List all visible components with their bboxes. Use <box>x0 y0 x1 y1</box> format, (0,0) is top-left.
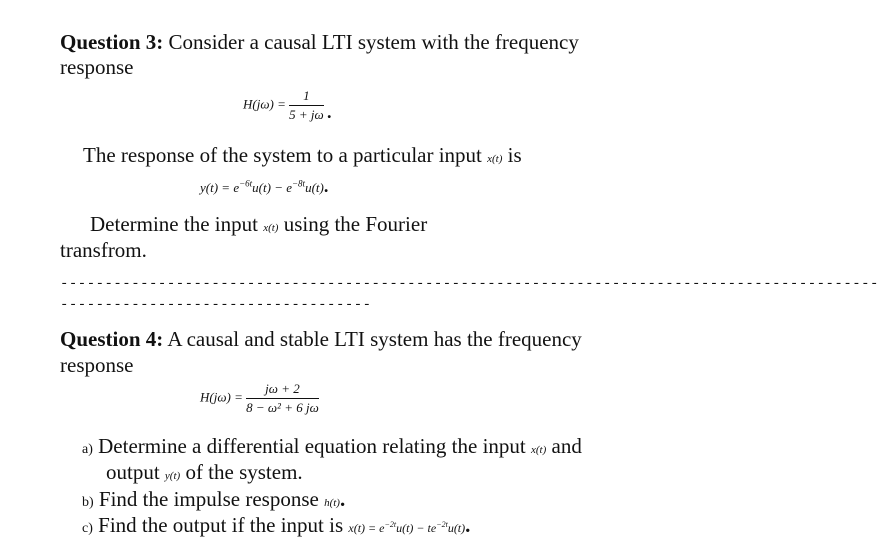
q3-h-lhs: H(jω) = <box>243 96 286 112</box>
q4-c-dot: . <box>465 513 471 537</box>
q4-a-system: of the system. <box>185 460 303 484</box>
q4-transfer-function <box>200 381 319 416</box>
q3-transfer-function <box>243 88 331 123</box>
q3-line2: response <box>60 55 134 79</box>
q3-y-dot: . <box>323 176 329 196</box>
q3-is: is <box>507 143 522 167</box>
q4-c-text: Find the output if the input is <box>98 513 344 537</box>
q3-response-line <box>83 143 522 171</box>
q4-a-y: y(t) <box>164 470 181 482</box>
q3-determine-text: Determine the input <box>90 212 258 236</box>
q4-h-numerator: jω + 2 <box>246 381 319 399</box>
q3-h-fraction <box>289 88 324 123</box>
q3-y-mid: u(t) − e <box>252 180 292 195</box>
q3-y-exp2: −8t <box>291 178 306 189</box>
q4-part-a <box>82 434 582 462</box>
q4-part-c <box>82 513 470 541</box>
q4-a-and: and <box>551 434 582 458</box>
separator-line1: -------------------------------------------------------------------------------------------- <box>60 276 879 292</box>
q4-h-lhs: H(jω) = <box>200 389 243 405</box>
q3-input-symbol: x(t) <box>487 153 503 165</box>
q4-h-denominator: 8 − ω² + 6 jω <box>246 400 319 415</box>
q4-c-exp2: −2t <box>436 520 448 529</box>
q3-y-end: u(t) <box>305 180 324 195</box>
q4-a-output: output <box>106 460 160 484</box>
q4-c-exp1: −2t <box>384 520 397 529</box>
q4-a-label: a) <box>82 442 93 457</box>
q4-c-label: c) <box>82 521 93 536</box>
q3-h-numerator: 1 <box>289 88 324 106</box>
q3-heading: Question 3: <box>60 30 164 54</box>
q3-y-exp1: −6t <box>239 178 253 189</box>
q3-response-text: The response of the system to a particular input <box>83 143 482 167</box>
q4-c-equation <box>348 521 465 535</box>
q3-determine-x: x(t) <box>263 222 279 234</box>
q3-line1 <box>60 30 579 54</box>
q3-h-period: . <box>326 102 332 123</box>
q4-c-eq3: u(t) <box>447 521 466 535</box>
q4-line1-text: A causal and stable LTI system has the frequency <box>167 327 582 351</box>
q4-b-dot: . <box>339 487 346 511</box>
q4-a-text: Determine a differential equation relating the input <box>98 434 526 458</box>
q3-y-eq: y(t) = e <box>200 180 240 195</box>
separator-line2: ----------------------------------- <box>60 297 372 313</box>
q4-line1 <box>60 327 582 351</box>
q4-b-h: h(t) <box>324 497 340 509</box>
q3-output-equation <box>200 176 328 197</box>
q4-c-eq2: u(t) − te <box>396 521 437 535</box>
q4-a-x: x(t) <box>531 444 547 456</box>
q3-determine-line2: transfrom. <box>60 238 147 262</box>
q4-h-fraction <box>246 381 319 416</box>
q3-h-denominator: 5 + jω <box>289 107 324 122</box>
q4-part-a-line2 <box>106 460 303 488</box>
q4-line2: response <box>60 353 134 377</box>
q4-c-eq1: x(t) = e <box>348 521 385 535</box>
q3-determine-line <box>90 212 427 240</box>
q4-heading: Question 4: <box>60 327 164 351</box>
q4-part-b <box>82 487 345 515</box>
q3-line1-text: Consider a causal LTI system with the frequency <box>168 30 579 54</box>
q4-b-label: b) <box>82 495 94 510</box>
q3-determine-rest: using the Fourier <box>283 212 428 236</box>
q4-b-text: Find the impulse response <box>98 487 319 511</box>
